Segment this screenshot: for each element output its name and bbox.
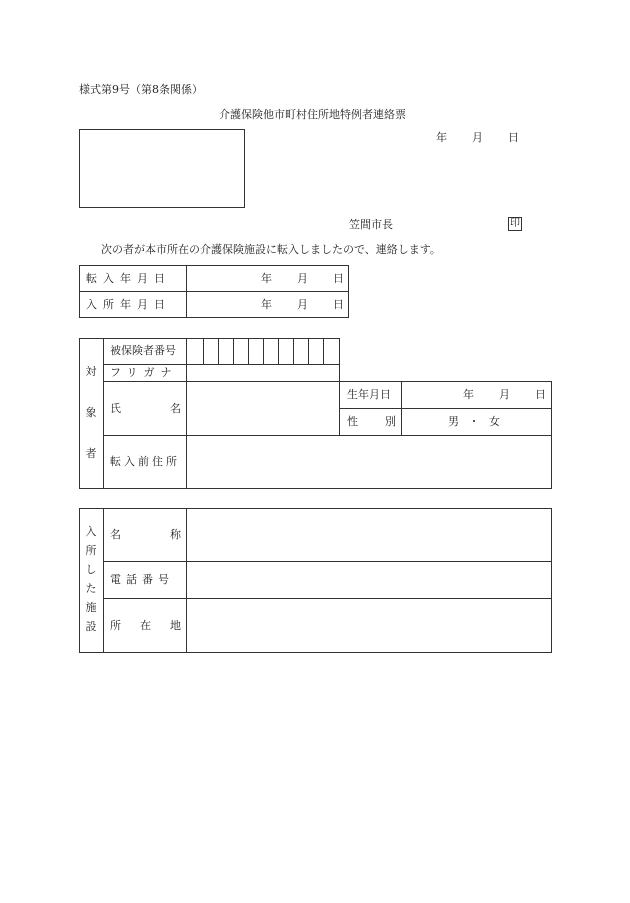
admission-month: 月 xyxy=(297,298,308,311)
phone-label: 電話番号 xyxy=(110,573,174,586)
sex-label-2: 別 xyxy=(385,415,396,428)
facility-name-label-1: 名 xyxy=(110,528,121,541)
subject-group-char: 者 xyxy=(85,447,97,460)
birth-year: 年 xyxy=(463,388,474,401)
facility-group-char: し xyxy=(85,563,97,576)
furigana-label: フリガナ xyxy=(110,366,178,379)
addressee: 笠間市長 xyxy=(349,218,393,231)
date-year: 年 xyxy=(436,131,447,144)
move-in-day: 日 xyxy=(333,272,344,285)
move-in-date-label: 転入年月日 xyxy=(86,272,171,285)
name-label-1: 氏 xyxy=(110,402,121,415)
birth-month: 月 xyxy=(499,388,510,401)
sex-options: 男 ・ 女 xyxy=(448,415,503,428)
facility-name-label-2: 称 xyxy=(170,528,181,541)
admission-year: 年 xyxy=(261,298,272,311)
sex-label-1: 性 xyxy=(347,415,358,428)
seal-mark: 印 xyxy=(510,218,520,229)
date-day: 日 xyxy=(508,131,519,144)
facility-group-char: 入 xyxy=(85,525,97,538)
birthdate-label: 生年月日 xyxy=(347,388,391,401)
name-label-2: 名 xyxy=(170,402,181,415)
receipt-stamp-box xyxy=(79,129,245,208)
address-label-1: 所 xyxy=(110,619,121,632)
facility-group-char: 所 xyxy=(85,544,97,557)
subject-group-char: 対 xyxy=(85,365,97,378)
move-in-month: 月 xyxy=(297,272,308,285)
admission-day: 日 xyxy=(333,298,344,311)
form-title: 介護保険他市町村住所地特例者連絡票 xyxy=(219,108,406,121)
intro-text: 次の者が本市所在の介護保険施設に転入しましたので、連絡します。 xyxy=(101,243,441,256)
move-in-year: 年 xyxy=(261,272,272,285)
admission-date-label: 入所年月日 xyxy=(86,298,171,311)
address-label-2: 在 xyxy=(140,619,151,632)
subject-group-char: 象 xyxy=(85,406,97,419)
previous-address-label: 転入前住所 xyxy=(110,455,180,468)
form-number: 様式第9号（第8条関係） xyxy=(79,83,203,96)
facility-group-char: た xyxy=(85,582,97,595)
insured-number-label: 被保険者番号 xyxy=(110,344,176,357)
address-label-3: 地 xyxy=(170,619,181,632)
birth-day: 日 xyxy=(535,388,546,401)
date-month: 月 xyxy=(472,131,483,144)
facility-group-char: 設 xyxy=(85,620,97,633)
facility-group-char: 施 xyxy=(85,601,97,614)
